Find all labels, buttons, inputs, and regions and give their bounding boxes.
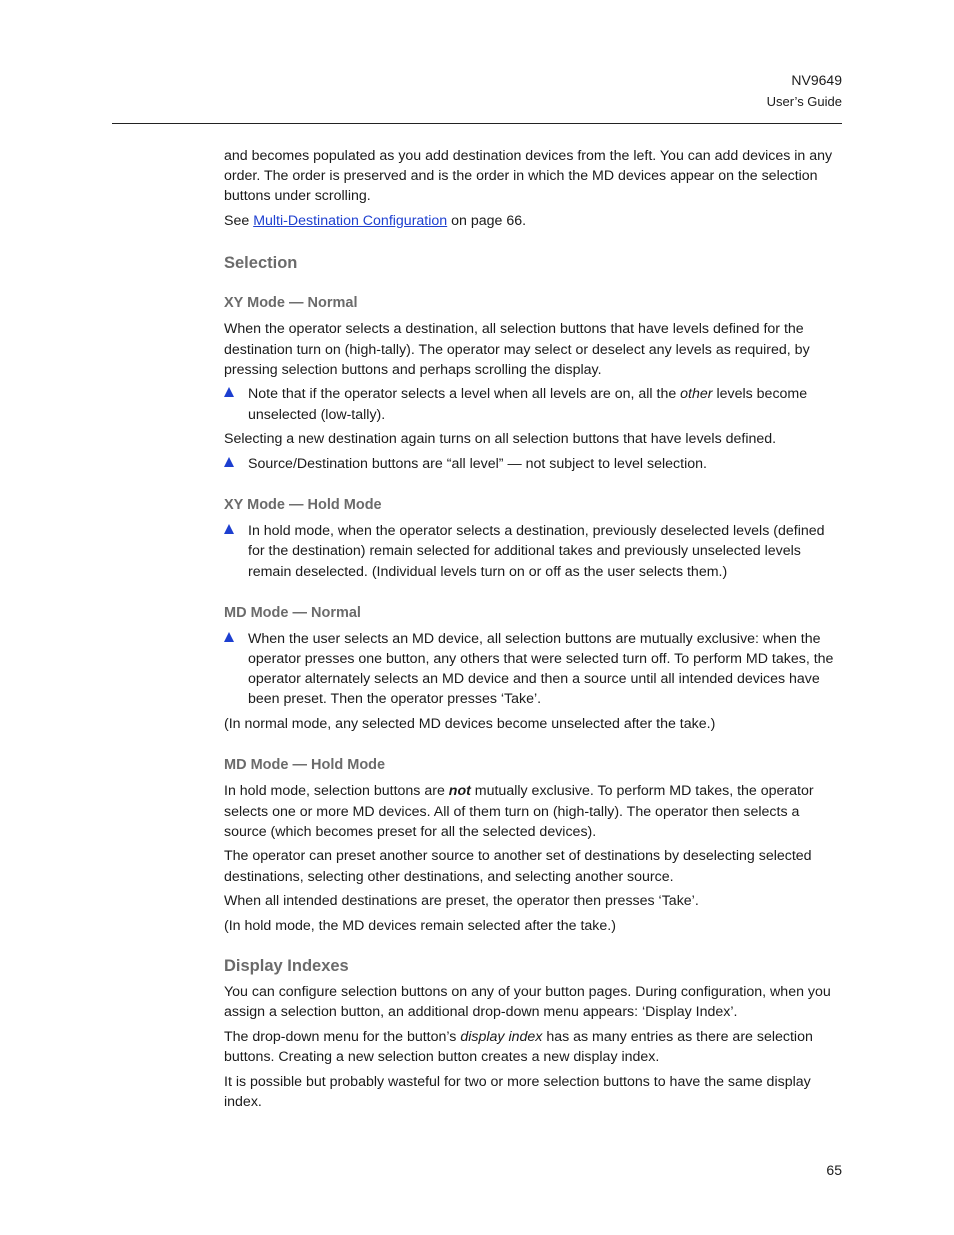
md-hold-paragraph-4: (In hold mode, the MD devices remain selected after the take.) <box>224 918 616 935</box>
product-name: NV9649 <box>791 72 842 88</box>
md-normal-paragraph-1: (In normal mode, any selected MD devices become unselected after the take.) <box>224 716 716 733</box>
md-normal-bullet-1: When the user selects an MD device, all selection buttons are mutually exclusive: when the operator presses one button, any others that were selected turn off. To perform MD takes, the operator alternately selects an MD device and then a source until all intended devices have been preset. Then the operator presses ‘Take’. <box>224 629 842 710</box>
display-indexes-paragraph-3: It is possible but probably wasteful for two or more selection buttons to have the same display index. <box>224 1074 811 1111</box>
triangle-bullet-icon <box>224 457 234 467</box>
display-indexes-paragraph-1: You can configure selection buttons on any of your button pages. During configuration, when you assign a selection button, an additional drop-down menu appears: ‘Display Index’. <box>224 984 831 1021</box>
display-indexes-paragraph-2: The drop-down menu for the button’s display index has as many entries as there are selection buttons. Creating a new selection button creates a new display index. <box>224 1029 813 1066</box>
xy-hold-heading: XY Mode — Hold Mode <box>224 497 382 514</box>
xy-normal-bullet-1: Note that if the operator selects a level when all levels are on, all the other levels become unselected (low-tally). <box>224 384 842 424</box>
multi-destination-link[interactable]: Multi-Destination Configuration <box>253 213 448 230</box>
display-indexes-heading: Display Indexes <box>224 957 349 976</box>
page-number: 65 <box>826 1162 842 1178</box>
xy-normal-paragraph-2: Selecting a new destination again turns on all selection buttons that have levels defined. <box>224 431 777 448</box>
triangle-bullet-icon <box>224 632 234 642</box>
page-header <box>767 70 842 112</box>
see-prefix: See <box>224 213 254 230</box>
md-normal-heading: MD Mode — Normal <box>224 604 361 621</box>
md-hold-paragraph-2: The operator can preset another source to another set of destinations by deselecting selected destinations, selecting other destinations, and selecting another source. <box>224 848 812 885</box>
triangle-bullet-icon <box>224 387 234 397</box>
see-also-paragraph <box>224 211 842 231</box>
md-hold-paragraph-3: When all intended destinations are preset, the operator then presses ‘Take’. <box>224 893 699 910</box>
xy-normal-bullet-2: Source/Destination buttons are “all level” — not subject to level selection. <box>224 454 842 474</box>
md-hold-paragraph-1: In hold mode, selection buttons are not mutually exclusive. To perform MD takes, the operator selects one or more MD devices. All of them turn on (high-tally). The operator then selects a source (which becomes preset for all the selected devices). <box>224 783 814 840</box>
selection-heading: Selection <box>224 254 298 273</box>
see-suffix: on page 66. <box>447 213 527 230</box>
page-content <box>224 146 842 1117</box>
xy-hold-bullet-1: In hold mode, when the operator selects a destination, previously deselected levels (defined for the destination) remain selected for additional takes and previously unselected levels remain deselected. (Individual levels turn on or off as the user selects them.) <box>224 521 842 582</box>
intro-paragraph: and becomes populated as you add destination devices from the left. You can add devices in any order. The order is preserved and is the order in which the MD devices appear on the selection buttons under scrolling. <box>224 148 833 205</box>
triangle-bullet-icon <box>224 524 234 534</box>
md-hold-heading: MD Mode — Hold Mode <box>224 757 386 774</box>
document-title: User’s Guide <box>766 94 842 109</box>
header-rule <box>112 123 842 124</box>
xy-normal-heading: XY Mode — Normal <box>224 295 358 312</box>
xy-normal-paragraph-1: When the operator selects a destination, all selection buttons that have levels defined for the destination turn on (high-tally). The operator may select or deselect any levels as required, by pressing selection buttons and perhaps scrolling the display. <box>224 321 810 378</box>
